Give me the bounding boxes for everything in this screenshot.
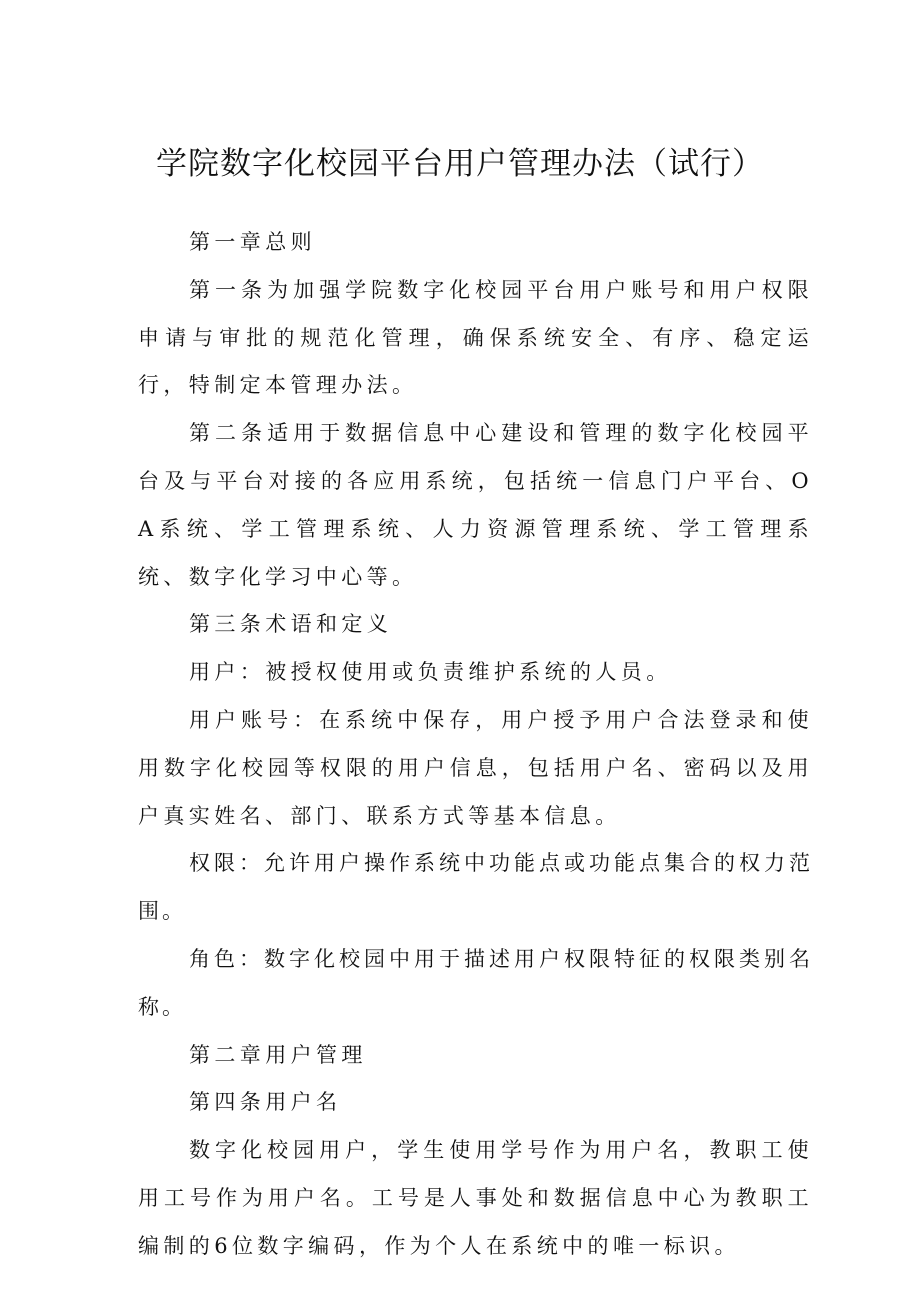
definition-paragraph: 用户：被授权使用或负责维护系统的人员。 xyxy=(189,660,672,685)
document-title: 学院数字化校园平台用户管理办法（试行） xyxy=(156,146,764,182)
definition-paragraph: 权限：允许用户操作系统中功能点或功能点集合的权力范围。 xyxy=(138,851,813,924)
chapter-heading: 第一章总则 xyxy=(189,230,316,254)
definition-paragraph: 用户账号：在系统中保存，用户授予用户合法登录和使用数字化校园等权限的用户信息，包括用户名、密码以及用户真实姓名、部门、联系方式等基本信息。 xyxy=(138,707,813,828)
article-paragraph: 第二条适用于数据信息中心建设和管理的数字化校园平台及与平台对接的各应用系统，包括统一信息门户平台、OA系统、学工管理系统、人力资源管理系统、学工管理系统、数字化学习中心等。 xyxy=(138,421,813,589)
chapter-heading: 第二章用户管理 xyxy=(189,1042,367,1067)
article-heading: 第三条术语和定义 xyxy=(189,612,393,637)
article-heading: 第四条用户名 xyxy=(189,1090,342,1115)
article-paragraph: 数字化校园用户，学生使用学号作为用户名，教职工使用工号作为用户名。工号是人事处和数据信息中心为教职工编制的6位数字编码，作为个人在系统中的唯一标识。 xyxy=(138,1138,813,1258)
document-body xyxy=(138,219,813,1271)
article-paragraph: 第一条为加强学院数字化校园平台用户账号和用户权限申请与审批的规范化管理，确保系统安全、有序、稳定运行，特制定本管理办法。 xyxy=(138,277,813,398)
definition-paragraph: 角色：数字化校园中用于描述用户权限特征的权限类别名称。 xyxy=(138,946,813,1019)
